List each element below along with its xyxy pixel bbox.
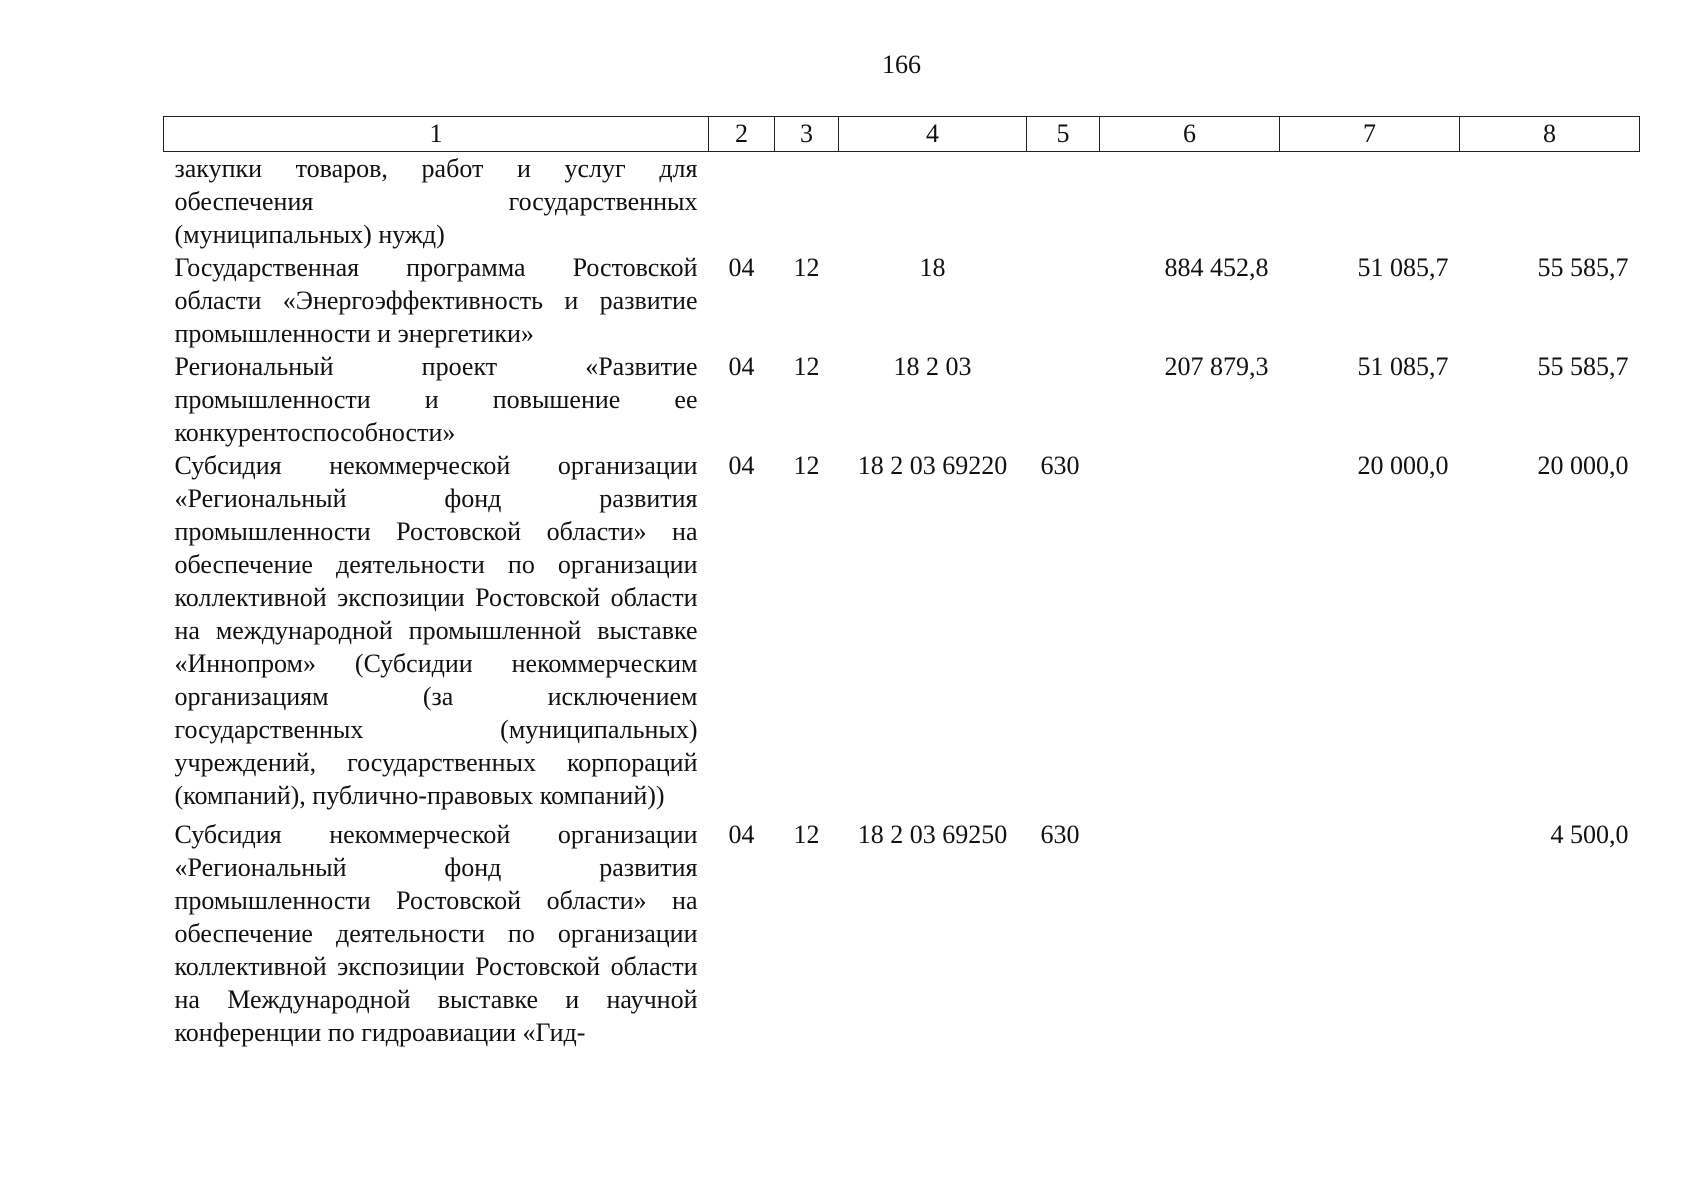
row-amount-col8 xyxy=(1460,152,1640,252)
row-section-code: 04 xyxy=(728,820,755,849)
table-row xyxy=(164,449,1640,812)
row-amount-col7 xyxy=(1280,812,1460,1049)
row-target-article: 18 2 03 xyxy=(893,352,972,381)
row-amount-col8: 20 000,0 xyxy=(1537,451,1629,480)
row-target-article xyxy=(839,152,1027,252)
table-row xyxy=(164,812,1640,1049)
column-header-6: 6 xyxy=(1100,117,1280,152)
row-amount-col6 xyxy=(1100,449,1280,812)
row-subsection-code xyxy=(775,152,839,252)
column-header-2: 2 xyxy=(709,117,775,152)
row-target-article: 18 2 03 69220 xyxy=(857,451,1008,480)
page-number: 166 xyxy=(882,50,921,79)
row-section-code: 04 xyxy=(728,451,755,480)
row-description: Субсидия некоммерческой организации «Региональный фонд развития промышленности Ростовской области» на обеспечение деятельности по организации коллективной экспозиции Ростовской области на Международной выставке и научной конференции по гидроавиации «Гид- xyxy=(174,820,698,1047)
column-header-1: 1 xyxy=(164,117,709,152)
row-description: Региональный проект «Развитие промышленности и повышение ее конкурентоспособности» xyxy=(174,352,698,447)
column-number-header-row xyxy=(164,117,1640,152)
row-description: закупки товаров, работ и услуг для обеспечения государственных (муниципальных) нужд) xyxy=(174,154,698,249)
row-amount-col6 xyxy=(1100,152,1280,252)
row-amount-col6: 884 452,8 xyxy=(1164,253,1269,282)
row-amount-col7: 51 085,7 xyxy=(1357,253,1449,282)
row-subsection-code: 12 xyxy=(793,253,820,282)
row-target-article: 18 xyxy=(919,253,946,282)
row-section-code: 04 xyxy=(728,352,755,381)
column-header-3: 3 xyxy=(775,117,839,152)
table-row xyxy=(164,152,1640,252)
row-description: Субсидия некоммерческой организации «Региональный фонд развития промышленности Ростовской области» на обеспечение деятельности по организации коллективной экспозиции Ростовской области на международной промышленной выставке «Иннопром» (Субсидии некоммерческим организациям (за исключением государственных (муниципальных) учреждений, государственных корпораций (компаний), публично-правовых компаний)) xyxy=(174,451,698,810)
row-amount-col7: 20 000,0 xyxy=(1357,451,1449,480)
row-section-code: 04 xyxy=(728,253,755,282)
row-amount-col8: 55 585,7 xyxy=(1537,253,1629,282)
row-amount-col8: 4 500,0 xyxy=(1550,820,1629,849)
table-row xyxy=(164,350,1640,449)
row-amount-col6: 207 879,3 xyxy=(1164,352,1269,381)
row-description: Государственная программа Ростовской области «Энергоэффективность и развитие промышленности и энергетики» xyxy=(174,253,698,348)
column-header-7: 7 xyxy=(1280,117,1460,152)
row-subsection-code: 12 xyxy=(793,820,820,849)
row-subsection-code: 12 xyxy=(793,451,820,480)
row-target-article: 18 2 03 69250 xyxy=(857,820,1008,849)
row-expense-type: 630 xyxy=(1040,451,1080,480)
row-expense-type xyxy=(1027,152,1100,252)
row-amount-col7 xyxy=(1280,152,1460,252)
row-amount-col8: 55 585,7 xyxy=(1537,352,1629,381)
row-subsection-code: 12 xyxy=(793,352,820,381)
row-expense-type: 630 xyxy=(1040,820,1080,849)
row-expense-type xyxy=(1027,350,1100,449)
row-amount-col6 xyxy=(1100,812,1280,1049)
column-header-8: 8 xyxy=(1460,117,1640,152)
row-section-code xyxy=(709,152,775,252)
column-header-5: 5 xyxy=(1027,117,1100,152)
table-row xyxy=(164,251,1640,350)
budget-table xyxy=(163,116,1640,1049)
row-amount-col7: 51 085,7 xyxy=(1357,352,1449,381)
row-expense-type xyxy=(1027,251,1100,350)
column-header-4: 4 xyxy=(839,117,1027,152)
